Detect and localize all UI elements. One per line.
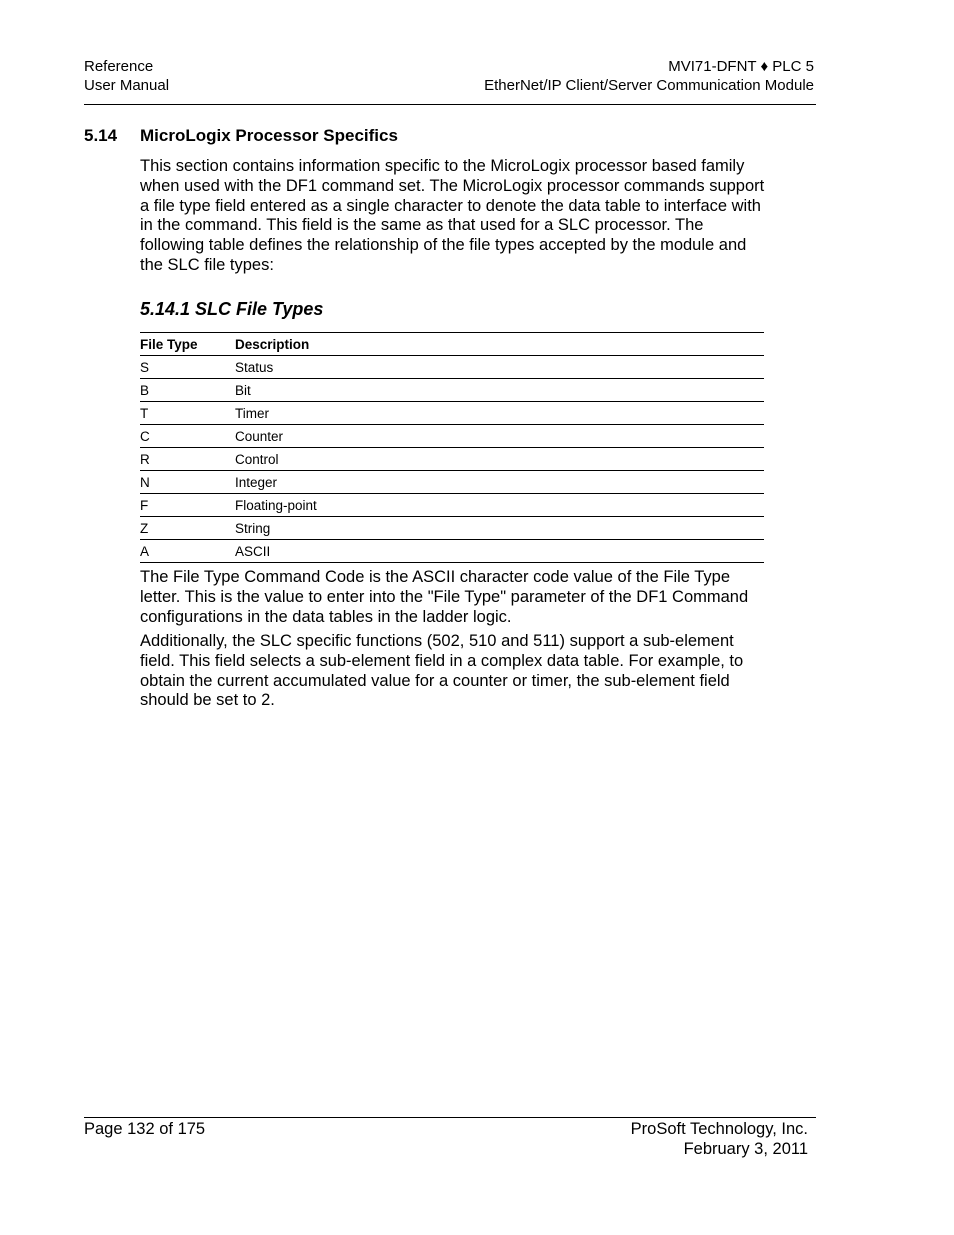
description-cell: Counter [235,425,764,448]
description-cell: Timer [235,402,764,425]
table-row [140,379,764,402]
table-row [140,448,764,471]
file-type-cell: A [140,540,235,563]
table-header-row [140,333,764,356]
section-heading [84,126,398,146]
file-type-cell: T [140,402,235,425]
header-left [84,57,169,95]
table-row [140,540,764,563]
description-cell: Integer [235,471,764,494]
file-type-cell: S [140,356,235,379]
subsection-title: 5.14.1 SLC File Types [140,299,324,319]
table-row [140,494,764,517]
file-type-cell: C [140,425,235,448]
section-title: MicroLogix Processor Specifics [140,126,398,145]
description-cell: String [235,517,764,540]
footer-date: February 3, 2011 [683,1139,808,1158]
table-row [140,517,764,540]
footer-right [631,1120,808,1160]
file-types-table [140,332,764,563]
description-cell: Bit [235,379,764,402]
header-divider [84,104,816,105]
description-cell: ASCII [235,540,764,563]
file-type-cell: R [140,448,235,471]
section-number: 5.14 [84,126,118,145]
table-row [140,402,764,425]
file-type-cell: Z [140,517,235,540]
table-row [140,356,764,379]
section-intro: This section contains information specific to the MicroLogix processor based family when used with the DF1 command set. The MicroLogix processor commands support a file type field entered as a single character to denote the data table to interface with in the command. This field is the same as that used for a SLC processor. The following table defines the relationship of the file types accepted by the module and the SLC file types: [140,157,765,274]
column-header-file-type: File Type [140,333,235,356]
file-type-cell: N [140,471,235,494]
description-cell: Status [235,356,764,379]
column-header-description: Description [235,333,764,356]
header-module: EtherNet/IP Client/Server Communication Module [484,77,814,94]
file-type-cell: B [140,379,235,402]
table-row [140,425,764,448]
file-type-cell: F [140,494,235,517]
footer-company: ProSoft Technology, Inc. [630,1120,808,1138]
header-reference: Reference [84,58,154,75]
description-cell: Floating-point [235,494,764,517]
footer-page-number: Page 132 of 175 [84,1120,206,1138]
description-cell: Control [235,448,764,471]
paragraph-sub-element: Additionally, the SLC specific functions (502, 510 and 511) support a sub-element field. This field selects a sub-element field in a complex data table. For example, to obtain the current accumulated value for a counter or timer, the sub-element field should be set to 2. [140,632,744,710]
footer-divider [84,1117,816,1118]
header-product: MVI71-DFNT ♦ PLC 5 [668,58,814,75]
header-right [484,57,814,95]
header-user-manual: User Manual [84,77,170,94]
table-row [140,471,764,494]
paragraph-command-code: The File Type Command Code is the ASCII character code value of the File Type letter. This is the value to enter into the "File Type" parameter of the DF1 Command configurations in the data tables in the ladder logic. [140,568,749,626]
